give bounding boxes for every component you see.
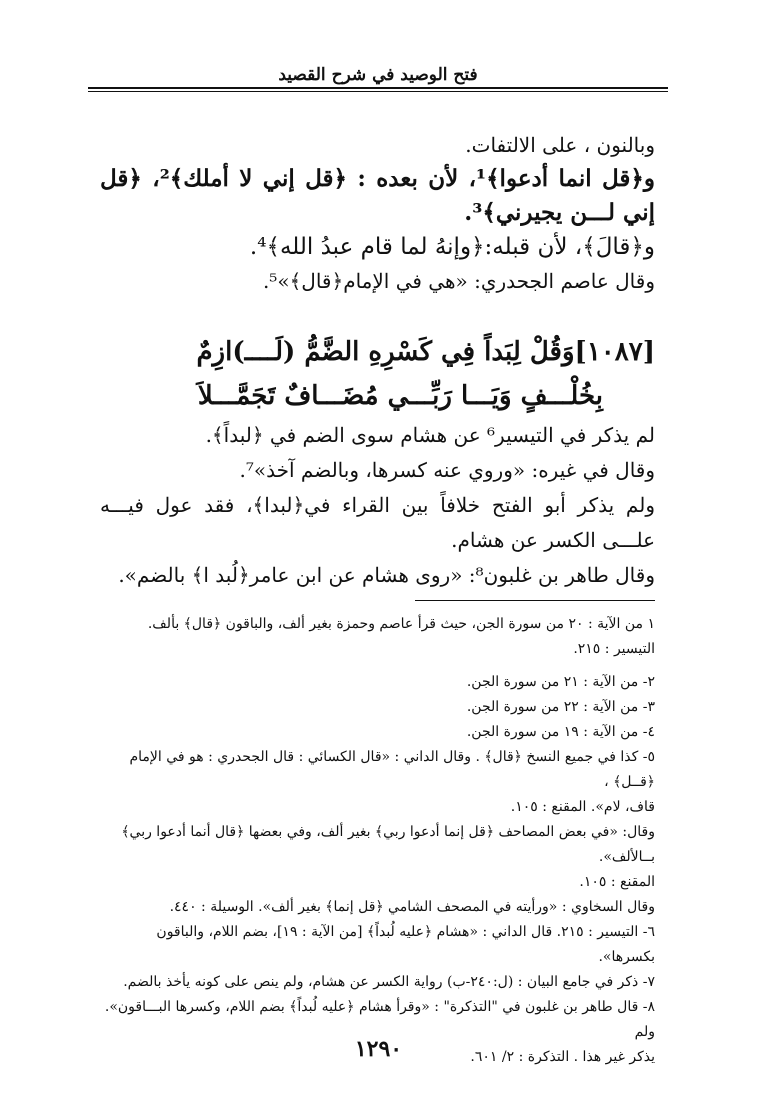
footnote-line: قاف، لام». المقنع : ١٠٥. [510, 799, 655, 815]
running-header [88, 60, 668, 94]
header-rule-thin [88, 91, 668, 92]
footnote-separator [415, 600, 655, 601]
footnote-line: وقال: «في بعض المصاحف ﴿قل إنما أدعوا ربي﴾ بغير ألف، وفي بعضها ﴿قال أنما أدعوا ربي﴾ بــالألف». [121, 824, 655, 865]
text-line: و﴿قل انما أدعوا﴾¹، لأن بعده : ﴿قل إني لا أملك﴾²، ﴿قل إني لـــن يجيرني﴾³. [100, 165, 655, 226]
text-line: وقال في غيره: «وروي عنه كسرها، وبالضم آخذ»⁷. [239, 458, 655, 482]
text-line: وقال عاصم الجحدري: «هي في الإمام﴿قال﴾»⁵. [262, 269, 655, 293]
text-line: ولم يذكر أبو الفتح خلافاً بين القراء في﴿لبدا﴾، فقد عول فيـــه علـــى الكسر عن هشام. [100, 493, 655, 552]
footnotes [100, 612, 655, 1070]
text-line: وبالنون ، على الالتفات. [465, 133, 655, 157]
footnote-line: وقال السخاوي : «ورأيته في المصحف الشامي ﴿قل إنما﴾ بغير ألف». الوسيلة : ٤٤٠. [169, 899, 655, 915]
footnote-line: ٨- قال طاهر بن غلبون في "التذكرة" : «وقرأ هشام ﴿عليه لُبداً﴾ بضم اللام، وكسرها البـــاقون». ولم [104, 999, 655, 1040]
footnote-line: ٥- كذا في جميع النسخ ﴿قال﴾ . وقال الداني : «قال الكسائي : قال الجحدري : هو في الإمام ﴿قــل﴾ ، [129, 749, 655, 790]
footnote-line: ٢- من الآية : ٢١ من سورة الجن. [466, 674, 655, 690]
verse-hemistich-1: [١٠٨٧]وَقُلْ لِبَداً فِي كَسْرِهِ الضَّمُّ (لَــــ)ازِمٌ [196, 337, 655, 367]
header-rule-thick [88, 87, 668, 89]
text-line: وقال طاهر بن غلبون⁸: «روى هشام عن ابن عامر﴿لُبد ا﴾ بالضم». [118, 563, 655, 587]
footnote-line: ٣- من الآية : ٢٢ من سورة الجن. [466, 699, 655, 715]
footnote-line: ٤- من الآية : ١٩ من سورة الجن. [466, 724, 655, 740]
footnote-line: ١ من الآية : ٢٠ من سورة الجن، حيث قرأ عاصم وحمزة بغير ألف، والباقون ﴿قال﴾ بألف. [147, 616, 655, 632]
verse-hemistich-2: بِخُلْـــفٍ وَيَـــا رَبِّـــي مُضَـــافٌ تَجَمَّـــلاَ [197, 381, 603, 411]
footnote-line: ٧- ذكر في جامع البيان : (ل:٢٤٠-ب) رواية الكسر عن هشام، ولم ينص على كونه يأخذ بالضم. [123, 974, 655, 990]
commentary-text [100, 418, 655, 593]
header-title: فتح الوصيد في شرح القصيد [278, 65, 478, 85]
text-line: و﴿قالَ﴾، لأن قبله:﴿وإنهُ لما قام عبدُ الله﴾⁴. [249, 234, 655, 260]
footnote-line: التيسير : ٢١٥. [573, 641, 655, 657]
footnote-line: المقنع : ١٠٥. [579, 874, 655, 890]
text-line: لم يذكر في التيسير⁶ عن هشام سوى الضم في ﴿لبداً﴾. [205, 423, 655, 447]
main-text [100, 128, 655, 298]
footnote-line: يذكر غير هذا . التذكرة : ٢/ ٦٠١. [470, 1049, 655, 1065]
verse [100, 330, 655, 418]
page-number: ١٢٩٠ [354, 1036, 403, 1062]
footnote-line: ٦- التيسير : ٢١٥. قال الداني : «هشام ﴿عليه لُبداً﴾ [من الآية : ١٩]، بضم اللام، والباقون بكسرها». [156, 924, 655, 965]
